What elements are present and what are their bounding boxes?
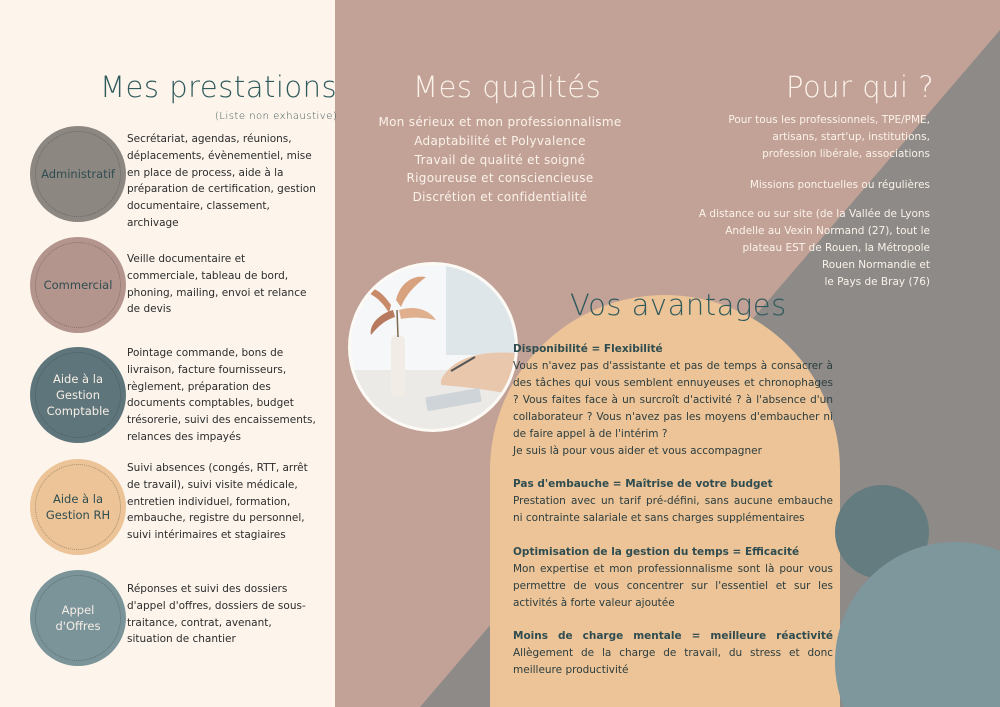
pourqui-line: Pour tous les professionnels, TPE/PME, bbox=[728, 114, 930, 126]
avantage-body: Allègement de la charge de travail, du stress et donc meilleure productivité bbox=[513, 647, 833, 676]
circle-rh bbox=[30, 459, 126, 555]
qualite-item: Rigoureuse et consciencieuse bbox=[406, 171, 594, 186]
avantage-temps bbox=[513, 544, 833, 612]
pourqui-line: plateau EST de Rouen, la Métropole bbox=[742, 242, 930, 254]
pourqui-zone bbox=[699, 206, 930, 291]
avantage-title: Optimisation de la gestion du temps = Efficacité bbox=[513, 546, 800, 558]
pourqui-line: le Pays de Bray (76) bbox=[824, 276, 930, 288]
pourqui-title: Pour qui ? bbox=[786, 70, 935, 104]
qualite-item: Adaptabilité et Polyvalence bbox=[414, 133, 586, 148]
qualite-item: Discrétion et confidentialité bbox=[412, 190, 588, 205]
qualite-item: Travail de qualité et soigné bbox=[414, 152, 586, 167]
avantage-disponibilite bbox=[513, 341, 833, 460]
avantage-budget bbox=[513, 476, 833, 527]
avantage-title: Pas d'embauche = Maîtrise de votre budget bbox=[513, 478, 773, 490]
circle-administratif bbox=[30, 126, 126, 222]
circle-label: Commercial bbox=[43, 278, 113, 292]
pourqui-line: artisans, start'up, institutions, bbox=[772, 131, 930, 143]
qualites-title: Mes qualités bbox=[413, 70, 602, 104]
presta-text-rh: Suivi absences (congés, RTT, arrêt de travail), suivi visite médicale, entretien individuel, formation, embauche, registre du personnel, suivi intérimaires et stagiaires bbox=[127, 462, 308, 542]
avantage-charge bbox=[513, 628, 833, 679]
circle-appel-offres bbox=[30, 570, 126, 666]
avantage-body: Mon expertise et mon professionnalisme sont là pour vous permettre de vous concentrer sur l'essentiel et sur les activités à forte valeur ajoutée bbox=[513, 563, 833, 609]
presta-text-comptable: Pointage commande, bons de livraison, facture fournisseurs, règlement, préparation des documents comptables, budget trésorerie, suivi des encaissements, relances des impayés bbox=[127, 347, 316, 443]
pourqui-line: Andelle au Vexin Normand (27), tout le bbox=[725, 225, 930, 237]
avantage-body: Prestation avec un tarif pré-défini, sans aucune embauche ni contrainte salariale et sans charges supplémentaires bbox=[513, 495, 833, 524]
pourqui-missions: Missions ponctuelles ou régulières bbox=[749, 179, 930, 191]
pourqui-line: A distance ou sur site (de la Vallée de Lyons bbox=[698, 208, 930, 220]
pourqui-line: profession libérale, associations bbox=[762, 148, 930, 160]
avantages-title: Vos avantages bbox=[570, 288, 787, 322]
presta-text-appel-offres: Réponses et suivi des dossiers d'appel d'offres, dossiers de sous-traitance, contrat, avenant, situation de chantier bbox=[127, 583, 306, 646]
pourqui-line: Rouen Normandie et bbox=[821, 259, 930, 271]
circle-label: Appel d'Offres bbox=[55, 603, 101, 633]
avantage-body: Vous n'avez pas d'assistante et pas de temps à consacrer à des tâches qui vous semblent ennuyeuses et chronophages ? Vous faites face à un surcroît d'activité ? à l'absence d'un collaborateur ? Vous n'avez pas les moyens d'embaucher ni de faire appel à de l'intérim ? bbox=[513, 360, 833, 440]
prestations-note: (Liste non exhaustive) bbox=[215, 111, 338, 122]
qualite-item: Mon sérieux et mon professionnalisme bbox=[378, 115, 622, 129]
circle-comptable bbox=[30, 347, 126, 443]
circle-label: Aide à la Gestion Comptable bbox=[46, 372, 110, 418]
avantage-title: Disponibilité = Flexibilité bbox=[513, 343, 663, 355]
circle-commercial bbox=[30, 237, 126, 333]
prestations-title: Mes prestations bbox=[100, 70, 338, 104]
circle-label: Administratif bbox=[41, 167, 115, 181]
circle-label: Aide à la Gestion RH bbox=[45, 492, 111, 522]
avantage-title: Moins de charge mentale = meilleure réactivité bbox=[513, 630, 833, 642]
presta-text-administratif: Secrétariat, agendas, réunions, déplacements, évènementiel, mise en place de process, aide à la préparation de certification, gestion documentaire, classement, archivage bbox=[127, 133, 316, 229]
avantage-extra: Je suis là pour vous aider et vous accompagner bbox=[513, 445, 762, 457]
qualites-list bbox=[370, 113, 630, 207]
office-photo bbox=[348, 262, 518, 432]
pourqui-public bbox=[728, 112, 930, 163]
presta-text-commercial: Veille documentaire et commerciale, tableau de bord, phoning, mailing, envoi et relance de devis bbox=[127, 253, 307, 316]
